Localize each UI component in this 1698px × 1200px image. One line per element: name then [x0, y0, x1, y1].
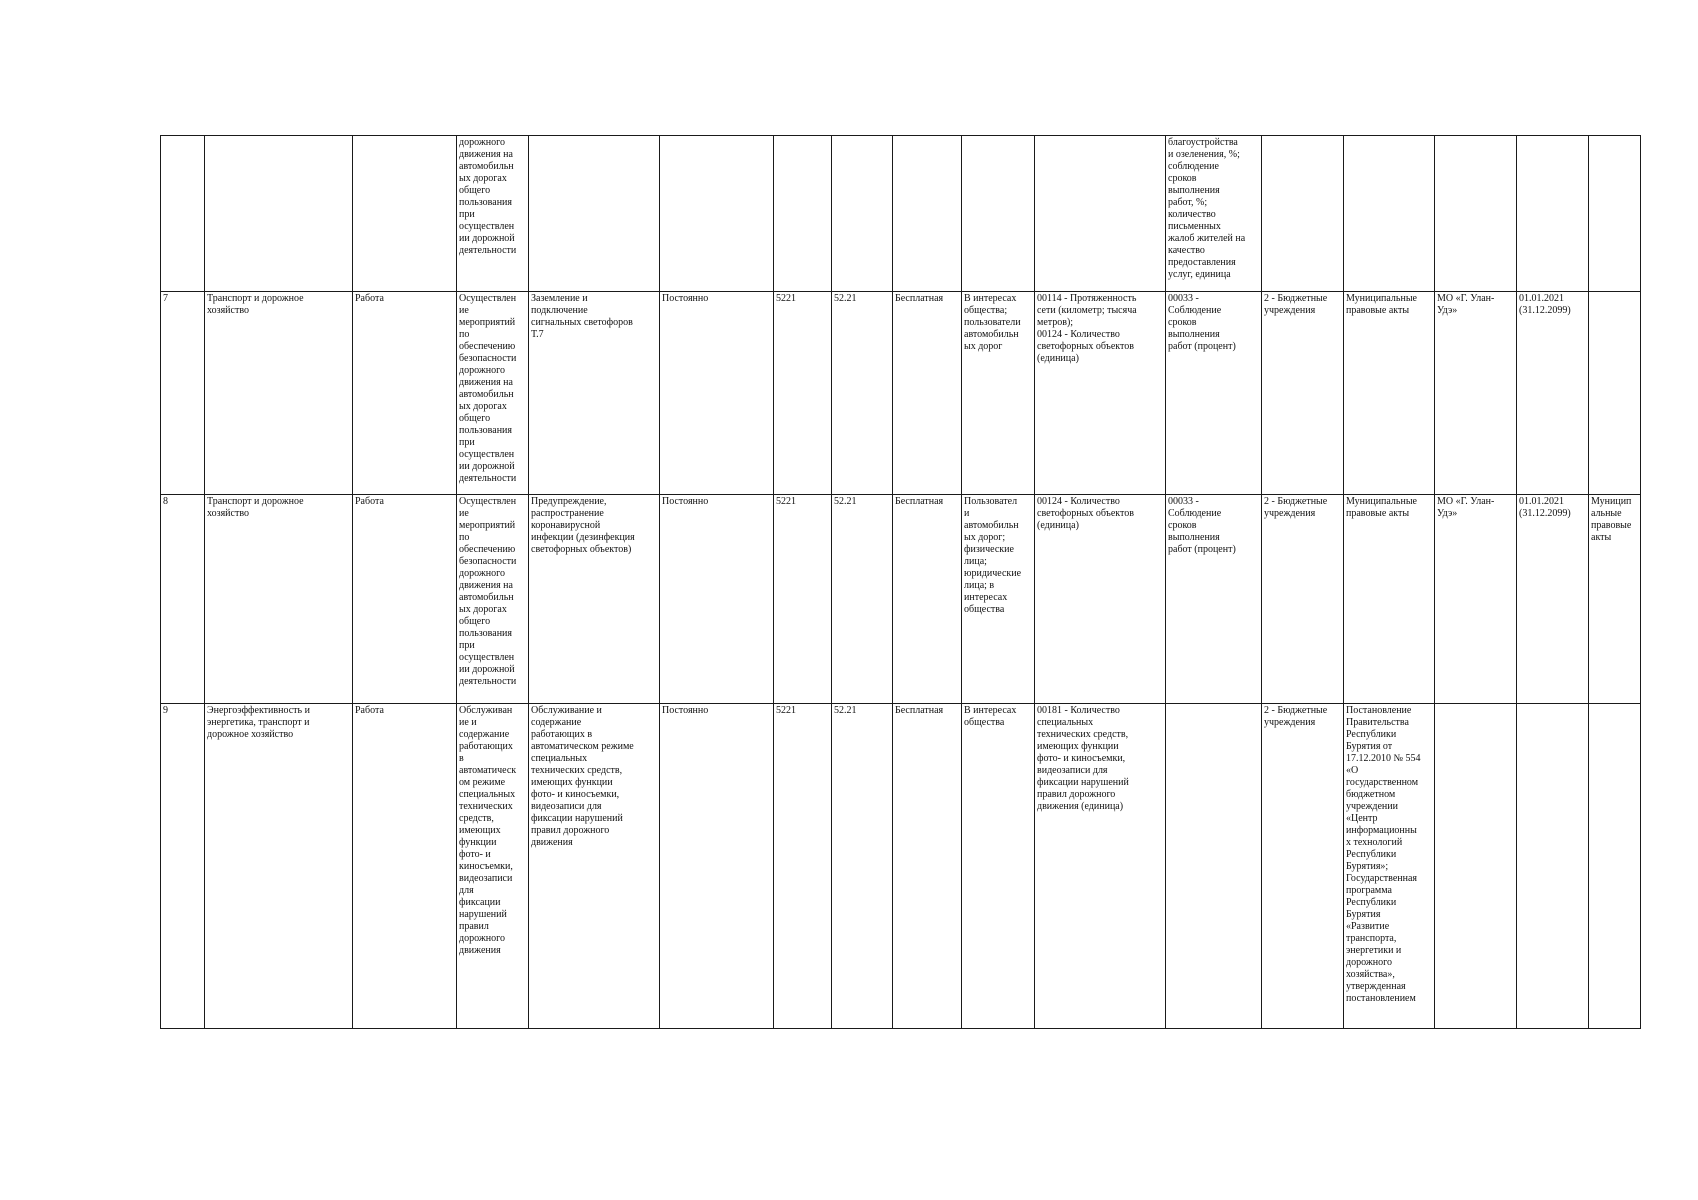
cell-sphere: Транспорт и дорожное хозяйство — [205, 292, 353, 495]
cell-institution-type: 2 - Бюджетные учреждения — [1262, 495, 1344, 704]
cell-extra — [1589, 136, 1641, 292]
cell-dates — [1517, 136, 1589, 292]
cell-number: 9 — [161, 704, 205, 1029]
cell-sphere: Транспорт и дорожное хозяйство — [205, 495, 353, 704]
registry-table — [160, 135, 1641, 1029]
cell-volume-indicators — [1035, 136, 1166, 292]
cell-extra — [1589, 704, 1641, 1029]
cell-municipality — [1435, 136, 1517, 292]
cell-dates — [1517, 704, 1589, 1029]
cell-extra — [1589, 292, 1641, 495]
cell-okved-code: 5221 — [774, 495, 832, 704]
cell-type: Работа — [353, 704, 457, 1029]
table-row — [161, 495, 1641, 704]
cell-content: Обслуживание и содержание работающих в автоматическом режиме специальных технических средств, имеющих функции фото- и киносъемки, видеозаписи для фиксации нарушений правил дорожного движения — [529, 704, 660, 1029]
cell-legal-basis: Муниципальные правовые акты — [1344, 495, 1435, 704]
cell-quality-indicators: благоустройства и озеленения, %; соблюдение сроков выполнения работ, %; количество письменных жалоб жителей на качество предоставления услуг, единица — [1166, 136, 1262, 292]
cell-number: 7 — [161, 292, 205, 495]
cell-quality-indicators — [1166, 704, 1262, 1029]
cell-periodicity: Постоянно — [660, 704, 774, 1029]
cell-content — [529, 136, 660, 292]
cell-municipality — [1435, 704, 1517, 1029]
cell-service-name: Обслуживан ие и содержание работающих в автоматическ ом режиме специальных технических средств, имеющих функции фото- и киносъемки, видеозаписи для фиксации нарушений правил дорожного движения — [457, 704, 529, 1029]
cell-number: 8 — [161, 495, 205, 704]
cell-okved-code — [774, 136, 832, 292]
cell-legal-basis: Постановление Правительства Республики Бурятия от 17.12.2010 № 554 «О государственном бюджетном учреждении «Центр информационны х технологий Республики Бурятия»; Государственная программа Республики Бурятия «Развитие транспорта, энергетики и дорожного хозяйства», утвержденная постановлением — [1344, 704, 1435, 1029]
cell-legal-basis — [1344, 136, 1435, 292]
cell-number — [161, 136, 205, 292]
cell-volume-indicators: 00114 - Протяженность сети (километр; тысяча метров); 00124 - Количество светофорных объектов (единица) — [1035, 292, 1166, 495]
cell-okved — [832, 136, 893, 292]
cell-institution-type — [1262, 136, 1344, 292]
cell-extra: Муницип альные правовые акты — [1589, 495, 1641, 704]
cell-payment — [893, 136, 962, 292]
cell-okved-code: 5221 — [774, 704, 832, 1029]
cell-okved-code: 5221 — [774, 292, 832, 495]
cell-periodicity: Постоянно — [660, 292, 774, 495]
cell-okved: 52.21 — [832, 292, 893, 495]
cell-volume-indicators: 00124 - Количество светофорных объектов (единица) — [1035, 495, 1166, 704]
cell-type: Работа — [353, 495, 457, 704]
table-row — [161, 136, 1641, 292]
cell-dates: 01.01.2021 (31.12.2099) — [1517, 292, 1589, 495]
cell-type: Работа — [353, 292, 457, 495]
cell-consumers: В интересах общества; пользователи автомобильн ых дорог — [962, 292, 1035, 495]
cell-consumers: В интересах общества — [962, 704, 1035, 1029]
cell-payment: Бесплатная — [893, 704, 962, 1029]
cell-consumers — [962, 136, 1035, 292]
cell-institution-type: 2 - Бюджетные учреждения — [1262, 704, 1344, 1029]
cell-okved: 52.21 — [832, 704, 893, 1029]
cell-dates: 01.01.2021 (31.12.2099) — [1517, 495, 1589, 704]
cell-service-name: дорожного движения на автомобильн ых дорогах общего пользования при осуществлен ии дорожной деятельности — [457, 136, 529, 292]
cell-service-name: Осуществлен ие мероприятий по обеспечению безопасности дорожного движения на автомобильн ых дорогах общего пользования при осуществлен ии дорожной деятельности — [457, 292, 529, 495]
cell-municipality: МО «Г. Улан- Удэ» — [1435, 292, 1517, 495]
cell-service-name: Осуществлен ие мероприятий по обеспечению безопасности дорожного движения на автомобильн ых дорогах общего пользования при осуществлен ии дорожной деятельности — [457, 495, 529, 704]
cell-institution-type: 2 - Бюджетные учреждения — [1262, 292, 1344, 495]
cell-okved: 52.21 — [832, 495, 893, 704]
cell-content: Предупреждение, распространение коронавирусной инфекции (дезинфекция светофорных объектов) — [529, 495, 660, 704]
table-row — [161, 704, 1641, 1029]
cell-payment: Бесплатная — [893, 495, 962, 704]
cell-legal-basis: Муниципальные правовые акты — [1344, 292, 1435, 495]
cell-sphere: Энергоэффективность и энергетика, транспорт и дорожное хозяйство — [205, 704, 353, 1029]
cell-periodicity — [660, 136, 774, 292]
cell-sphere — [205, 136, 353, 292]
cell-type — [353, 136, 457, 292]
cell-volume-indicators: 00181 - Количество специальных технических средств, имеющих функции фото- и киносъемки, видеозаписи для фиксации нарушений правил дорожного движения (единица) — [1035, 704, 1166, 1029]
cell-payment: Бесплатная — [893, 292, 962, 495]
cell-periodicity: Постоянно — [660, 495, 774, 704]
cell-municipality: МО «Г. Улан- Удэ» — [1435, 495, 1517, 704]
cell-quality-indicators: 00033 - Соблюдение сроков выполнения работ (процент) — [1166, 495, 1262, 704]
cell-content: Заземление и подключение сигнальных светофоров Т.7 — [529, 292, 660, 495]
table-row — [161, 292, 1641, 495]
cell-quality-indicators: 00033 - Соблюдение сроков выполнения работ (процент) — [1166, 292, 1262, 495]
cell-consumers: Пользовател и автомобильн ых дорог; физические лица; юридические лица; в интересах общества — [962, 495, 1035, 704]
